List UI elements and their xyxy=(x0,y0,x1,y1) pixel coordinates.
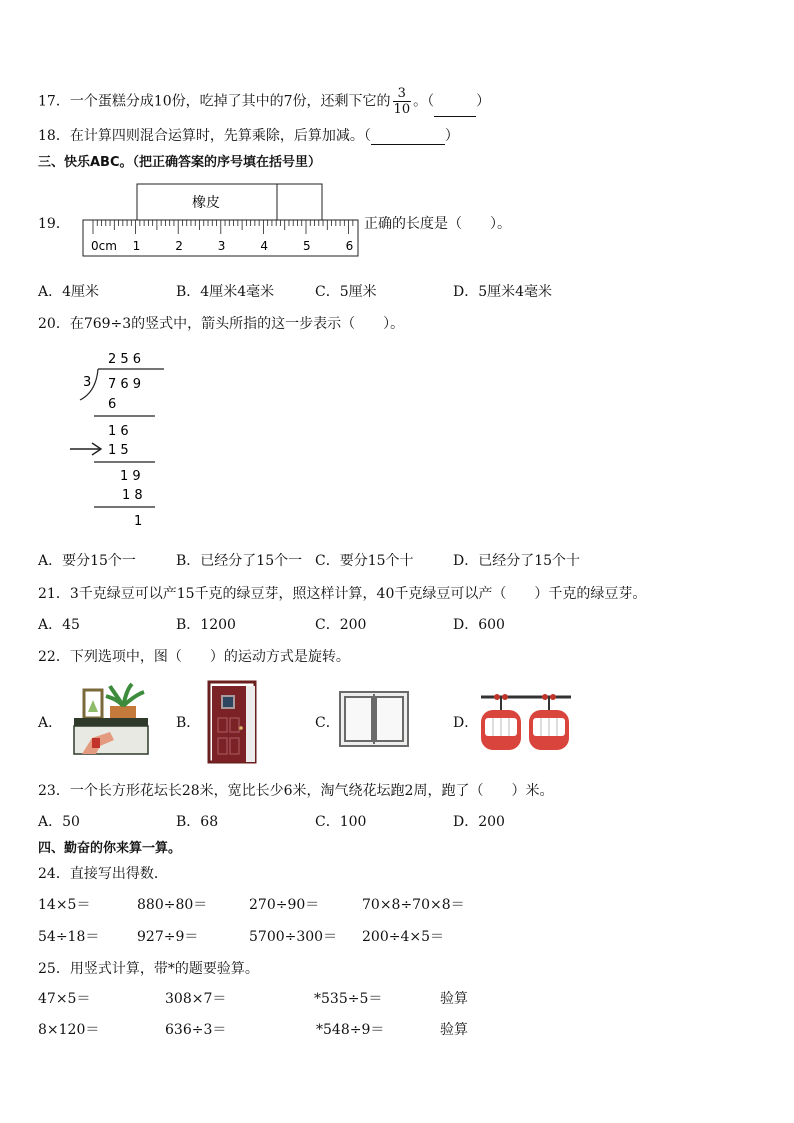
q20-option-a[interactable]: A．要分15个一 xyxy=(38,553,136,569)
q20-option-c[interactable]: C．要分15个十 xyxy=(315,553,414,569)
q19-number: 19． xyxy=(38,216,70,232)
division-step-4: 1 9 xyxy=(120,469,141,484)
q17-paren-open: 。（ xyxy=(413,93,435,110)
fraction-numerator: 3 xyxy=(393,86,412,102)
ruler-labels xyxy=(91,239,353,253)
section-heading-4: 四、勤奋的你来算一算。 xyxy=(38,841,182,856)
q22-option-c[interactable]: C． xyxy=(315,715,340,731)
q22-option-b[interactable]: B． xyxy=(176,715,201,731)
q19-option-a[interactable]: A．4厘米 xyxy=(38,284,100,300)
q20-stem: 20．在769÷3的竖式中，箭头所指的这一步表示（ ）。 xyxy=(38,316,405,332)
ruler-label: 4 xyxy=(260,239,269,253)
ruler-label: 3 xyxy=(217,239,226,253)
q21-stem: 21．3千克绿豆可以产15千克的绿豆芽，照这样计算，40千克绿豆可以产（ ）千克的绿豆芽。 xyxy=(38,586,647,602)
q20-option-d[interactable]: D．已经分了15个十 xyxy=(453,553,581,569)
q18-paren-close: ） xyxy=(444,128,459,144)
cable-car-icon xyxy=(529,694,569,750)
q23-stem: 23．一个长方形花坛长28米，宽比长少6米，淘气绕花坛跑2周，跑了（ ）米。 xyxy=(38,783,554,799)
q24-item[interactable]: 5700÷300＝ xyxy=(249,929,338,945)
q25-item[interactable]: 8×120＝ xyxy=(38,1022,100,1038)
q19-option-b[interactable]: B．4厘米4毫米 xyxy=(176,284,275,300)
q23-option-b[interactable]: B．68 xyxy=(176,814,219,830)
q19-stem: 正确的长度是（ ）。 xyxy=(364,216,511,232)
fraction-denominator: 10 xyxy=(393,102,411,117)
q24-item[interactable]: 927÷9＝ xyxy=(137,929,199,945)
answer-blank[interactable] xyxy=(371,130,445,145)
q21-option-a[interactable]: A．45 xyxy=(38,617,80,633)
question-18 xyxy=(38,125,459,145)
q25-item[interactable]: 636÷3＝ xyxy=(165,1022,227,1038)
ruler-label: 5 xyxy=(303,239,311,253)
q25-item[interactable]: *548÷9＝ xyxy=(316,1022,385,1038)
eraser-label: 橡皮 xyxy=(192,195,220,211)
q19-option-c[interactable]: C．5厘米 xyxy=(315,284,377,300)
division-step-5: 1 8 xyxy=(122,488,143,503)
q23-option-c[interactable]: C．100 xyxy=(315,814,367,830)
question-17 xyxy=(38,86,490,117)
fraction xyxy=(393,86,412,117)
q17-paren-close: ） xyxy=(476,93,491,110)
q21-option-b[interactable]: B．1200 xyxy=(176,617,236,633)
q24-item[interactable]: 14×5＝ xyxy=(38,897,91,913)
cable-car-image xyxy=(477,688,575,756)
division-step-2: 1 6 xyxy=(108,424,129,439)
answer-blank[interactable] xyxy=(434,102,476,117)
division-remainder: 1 xyxy=(134,514,143,529)
q25-item[interactable]: *535÷5＝ xyxy=(314,991,383,1007)
q22-option-a[interactable]: A． xyxy=(38,715,63,731)
ruler-ticks xyxy=(93,220,353,234)
door-image xyxy=(207,678,259,764)
window-pane-left xyxy=(345,697,372,741)
ruler-label: 2 xyxy=(175,239,183,253)
q21-option-d[interactable]: D．600 xyxy=(453,617,505,633)
q18-text: 18．在计算四则混合运算时，先算乘除，后算加减。（ xyxy=(38,128,371,144)
q23-option-a[interactable]: A．50 xyxy=(38,814,80,830)
q24-item[interactable]: 54÷18＝ xyxy=(38,929,100,945)
q25-item[interactable]: 47×5＝ xyxy=(38,991,91,1007)
eraser-outline xyxy=(137,184,322,220)
q24-item[interactable]: 200÷4×5＝ xyxy=(362,929,444,945)
q25-verify-label: 验算 xyxy=(440,1022,468,1038)
q23-option-d[interactable]: D．200 xyxy=(453,814,505,830)
division-dividend: 7 6 9 xyxy=(108,377,142,392)
division-step-1: 6 xyxy=(108,397,117,412)
ruler-label: 6 xyxy=(345,239,354,253)
q22-stem: 22．下列选项中，图（ ）的运动方式是旋转。 xyxy=(38,649,350,665)
q25-verify-label: 验算 xyxy=(440,991,468,1007)
division-divisor: 3 xyxy=(83,375,92,390)
ruler-figure xyxy=(80,182,362,260)
division-quotient: 2 5 6 xyxy=(108,352,142,367)
q24-item[interactable]: 880÷80＝ xyxy=(137,897,208,913)
q24-stem: 24．直接写出得数． xyxy=(38,866,168,882)
q22-option-d[interactable]: D． xyxy=(453,715,479,731)
division-step-3: 1 5 xyxy=(108,443,129,458)
long-division xyxy=(66,344,176,534)
q21-option-c[interactable]: C．200 xyxy=(315,617,367,633)
window-pane-right xyxy=(376,697,403,741)
door-window-icon xyxy=(222,696,234,708)
q24-item[interactable]: 270÷90＝ xyxy=(249,897,320,913)
section-heading-3: 三、快乐ABC。（把正确答案的序号填在括号里） xyxy=(38,155,322,170)
door-knob-icon xyxy=(239,726,243,730)
ruler-label: 0cm xyxy=(91,239,117,253)
q25-item[interactable]: 308×7＝ xyxy=(165,991,227,1007)
q20-option-b[interactable]: B．已经分了15个一 xyxy=(176,553,303,569)
ruler-label: 1 xyxy=(132,239,141,253)
q24-item[interactable]: 70×8÷70×8＝ xyxy=(362,897,465,913)
sliding-window-image xyxy=(338,690,410,748)
cable-car-icon xyxy=(481,694,521,750)
q19-option-d[interactable]: D．5厘米4毫米 xyxy=(453,284,553,300)
q17-text: 17．一个蛋糕分成10份，吃掉了其中的7份，还剩下它的 xyxy=(38,93,391,110)
q25-stem: 25．用竖式计算，带*的题要验算。 xyxy=(38,961,259,977)
drawer-pull-image xyxy=(72,682,152,756)
potted-plant-icon xyxy=(106,684,144,706)
